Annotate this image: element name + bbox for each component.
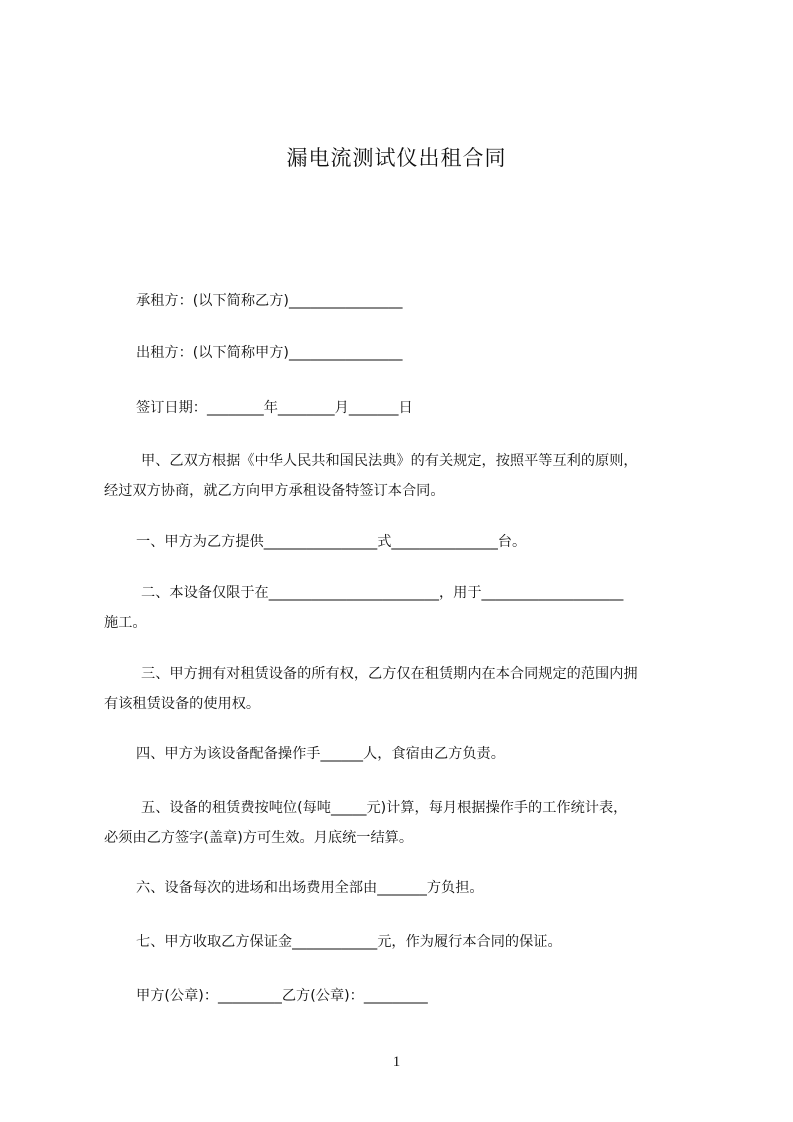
clause-3-line-1: 三、甲方拥有对租赁设备的所有权，乙方仅在租赁期内在本合同规定的范围内拥: [141, 666, 638, 682]
clause-2-line-1: 二、本设备仅限于在________________________，用于____________________: [141, 585, 624, 601]
signing-date-line: [104, 393, 740, 423]
clause-5-line-2: 必须由乙方签字(盖章)方可生效。月底统一结算。: [104, 830, 414, 846]
clause-4-text: 四、甲方为该设备配备操作手______人，食宿由乙方负责。: [136, 746, 505, 762]
signature-text: 甲方(公章)：_________乙方(公章)：_________: [136, 988, 428, 1004]
preamble-paragraph: [104, 446, 708, 506]
lessee-text: 承租方：(以下简称乙方)________________: [136, 293, 403, 309]
clause-7: [104, 927, 740, 957]
clause-6: [104, 873, 740, 903]
clause-4: [104, 739, 740, 769]
signature-line: [104, 981, 740, 1011]
clause-2: [104, 578, 708, 638]
clause-1: [104, 527, 740, 557]
preamble-line-1: 甲、乙双方根据《中华人民共和国民法典》的有关规定，按照平等互利的原则，: [141, 453, 638, 469]
signing-date-text: 签订日期：________年________月_______日: [136, 400, 413, 416]
page-number: 1: [392, 1054, 401, 1070]
clause-7-text: 七、甲方收取乙方保证金____________元，作为履行本合同的保证。: [136, 934, 562, 950]
clause-6-text: 六、设备每次的进场和出场费用全部由_______方负担。: [136, 880, 484, 896]
clause-1-text: 一、甲方为乙方提供________________式_______________台。: [136, 534, 527, 550]
preamble-line-2: 经过双方协商，就乙方向甲方承租设备特签订本合同。: [104, 483, 445, 499]
lessor-line: [104, 338, 740, 368]
lessee-line: [104, 286, 740, 316]
clause-5: [104, 793, 708, 853]
clause-3-line-2: 有该租赁设备的使用权。: [104, 696, 261, 712]
clause-5-line-1: 五、设备的租赁费按吨位(每吨_____元)计算，每月根据操作手的工作统计表，: [141, 800, 628, 816]
clause-3: [104, 659, 708, 719]
clause-2-line-2: 施工。: [104, 615, 147, 631]
lessor-text: 出租方：(以下简称甲方)________________: [136, 345, 403, 361]
document-title: 漏电流测试仪出租合同: [286, 146, 507, 170]
